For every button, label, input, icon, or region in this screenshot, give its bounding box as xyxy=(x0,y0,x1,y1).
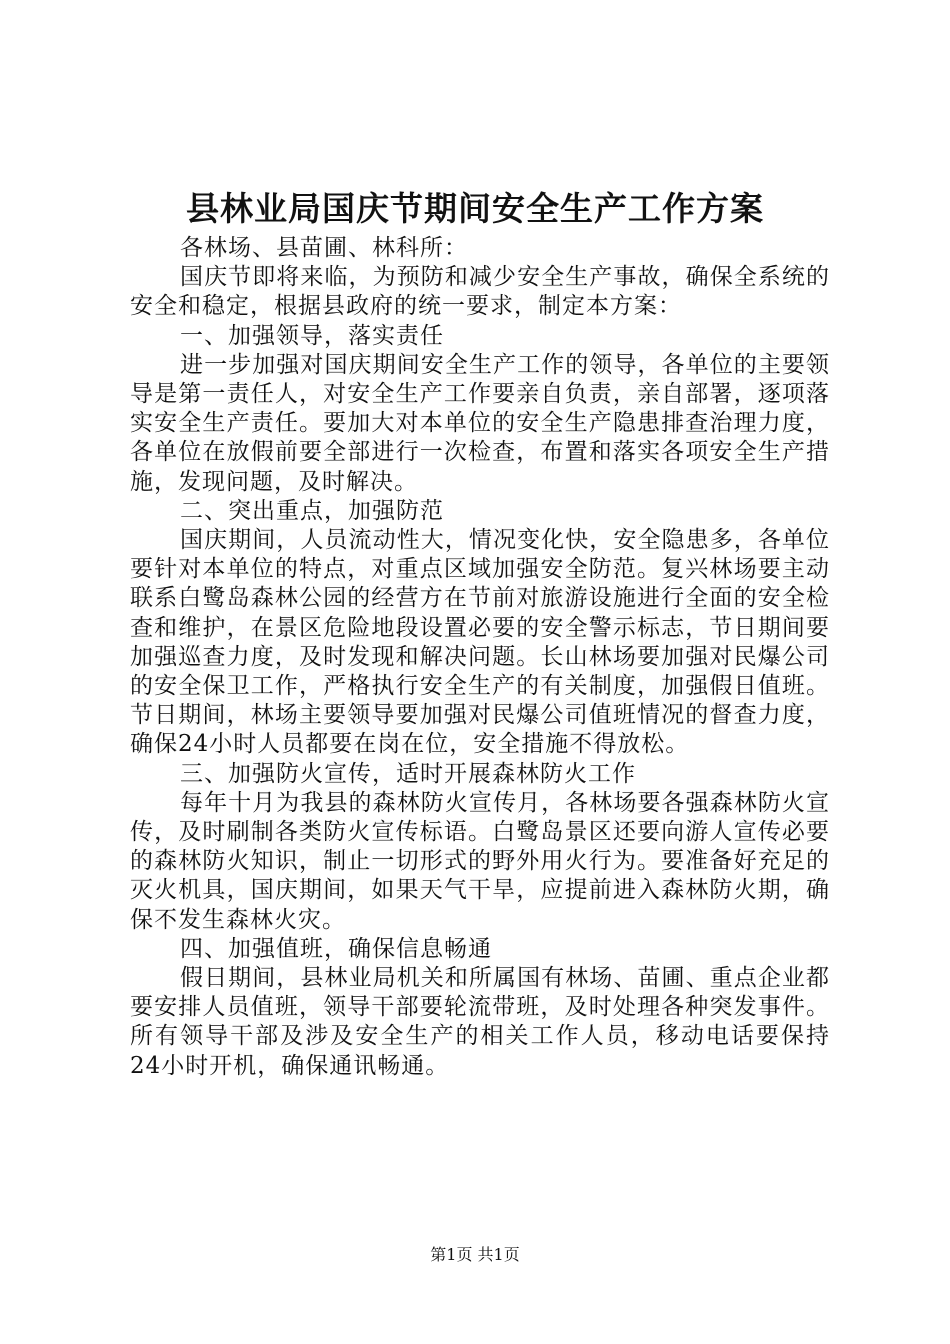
section-paragraph-3: 每年十月为我县的森林防火宣传月，各林场要各强森林防火宣传，及时刷制各类防火宣传标语。白鹭岛景区还要向游人宣传必要的森林防火知识，制止一切形式的野外用火行为。要准备好充足的灭火机具，国庆期间，如果天气干旱，应提前进入森林防火期，确保不发生森林火灾。 xyxy=(130,789,830,933)
section-heading-4: 四、加强值班，确保信息畅通 xyxy=(180,935,492,962)
section-paragraph-2: 国庆期间，人员流动性大，情况变化快，安全隐患多，各单位要针对本单位的特点，对重点区域加强安全防范。复兴林场要主动联系白鹭岛森林公园的经营方在节前对旅游设施进行全面的安全检查和维护，在景区危险地段设置必要的安全警示标志，节日期间要加强巡查力度，及时发现和解决问题。长山林场要加强对民爆公司的安全保卫工作，严格执行安全生产的有关制度，加强假日值班。节日期间，林场主要领导要加强对民爆公司值班情况的督查力度，确保24小时人员都要在岗在位，安全措施不得放松。 xyxy=(130,527,830,758)
section-heading-3: 三、加强防火宣传，适时开展森林防火工作 xyxy=(180,760,636,787)
document-title: 县林业局国庆节期间安全生产工作方案 xyxy=(186,189,764,228)
intro-paragraph: 国庆节即将来临，为预防和减少安全生产事故，确保全系统的安全和稳定，根据县政府的统一要求，制定本方案： xyxy=(130,264,830,320)
section-paragraph-4: 假日期间，县林业局机关和所属国有林场、苗圃、重点企业都要安排人员值班，领导干部要轮流带班，及时处理各种突发事件。所有领导干部及涉及安全生产的相关工作人员，移动电话要保持24小时开机，确保通讯畅通。 xyxy=(130,965,830,1079)
section-paragraph-1: 进一步加强对国庆期间安全生产工作的领导，各单位的主要领导是第一责任人，对安全生产工作要亲自负责，亲自部署，逐项落实安全生产责任。要加大对本单位的安全生产隐患排查治理力度，各单位在放假前要全部进行一次检查，布置和落实各项安全生产措施，发现问题，及时解决。 xyxy=(130,351,830,495)
salutation: 各林场、县苗圃、林科所： xyxy=(180,235,468,261)
section-heading-1: 一、加强领导，落实责任 xyxy=(180,322,444,349)
document-body xyxy=(130,234,830,1081)
page-footer: 第1页 共1页 xyxy=(430,1245,520,1264)
section-heading-2: 二、突出重点，加强防范 xyxy=(180,497,444,524)
